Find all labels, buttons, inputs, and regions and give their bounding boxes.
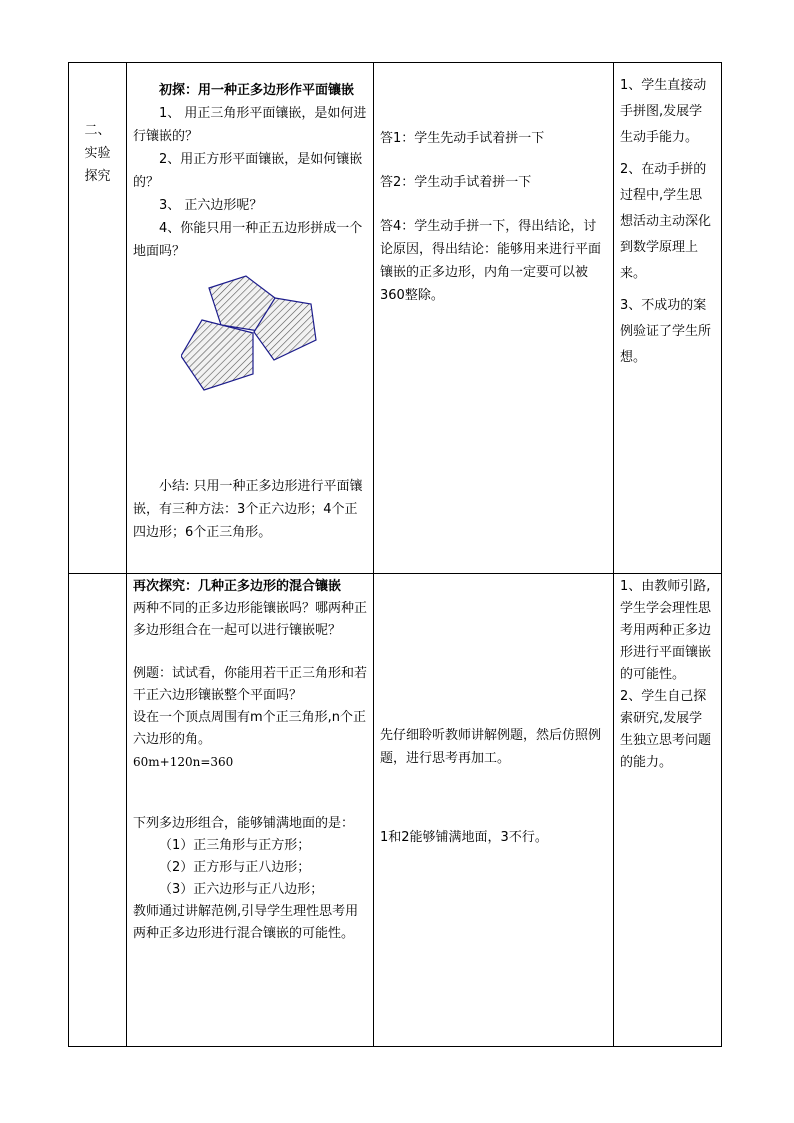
option-item: （1）正三角形与正方形；	[159, 838, 311, 853]
pentagon-tiling-figure	[181, 269, 331, 399]
option-item: （2）正方形与正八边形；	[159, 860, 311, 875]
pentagon-shape	[181, 320, 253, 390]
equation-text: 60m+120n=360	[133, 755, 234, 769]
summary-text: 小结: 只用一种正多边形进行平面镶嵌，有三种方法：3个正六边形；4个正四边形；6个正三角形。	[133, 479, 363, 540]
example-text: 例题：试试看，你能用若干正三角形和若干正六边形镶嵌整个平面吗？	[133, 666, 368, 703]
answer-text: 答1：学生先动手试着拼一下	[380, 131, 545, 146]
teaching-content-cell	[127, 63, 374, 574]
intro-text: 两种不同的正多边形能镶嵌吗？哪两种正多边形组合在一起可以进行镶嵌呢？	[133, 601, 368, 638]
teaching-content-cell	[127, 574, 374, 1047]
stage-label-line: 实验	[84, 146, 111, 161]
question-item: 1、 用正三角形平面镶嵌，是如何进行镶嵌的？	[133, 106, 367, 144]
question-text: 下列多边形组合，能够铺满地面的是：	[133, 816, 355, 831]
stage-label-cell	[69, 574, 127, 1047]
question-item: 2、用正方形平面镶嵌，是如何镶嵌的？	[133, 152, 363, 190]
student-activity-cell	[374, 574, 614, 1047]
answer-text: 答2：学生动手试着拼一下	[380, 175, 532, 190]
intent-text: 2、学生自己探索研究,发展学生独立思考问题的能力。	[620, 689, 712, 770]
stage-label-cell	[69, 63, 127, 574]
lesson-plan-table	[68, 62, 722, 1047]
intent-text: 1、学生直接动手拼图,发展学生动手能力。	[620, 78, 707, 145]
teacher-note-text: 教师通过讲解范例,引导学生理性思考用两种正多边形进行混合镶嵌的可能性。	[133, 904, 359, 941]
design-intent-cell	[614, 63, 722, 574]
setup-text: 设在一个顶点周围有m个正三角形,n个正六边形的角。	[133, 710, 367, 747]
section-heading: 初探：用一种正多边形作平面镶嵌	[159, 83, 355, 98]
intent-text: 1、由教师引路,学生学会理性思考用两种正多边形进行平面镶嵌的可能性。	[620, 579, 712, 682]
intent-text: 2、在动手拼的过程中,学生思想活动主动深化到数学原理上来。	[620, 162, 712, 281]
question-item: 3、 正六边形呢？	[159, 198, 263, 213]
table-row	[69, 63, 722, 574]
section-heading: 再次探究：几种正多边形的混合镶嵌	[133, 579, 342, 594]
option-item: （3）正六边形与正八边形；	[159, 882, 324, 897]
activity-text: 先仔细聆听教师讲解例题，然后仿照例题，进行思考再加工。	[380, 728, 602, 766]
answer-text: 答4：学生动手拼一下，得出结论，讨论原因，得出结论：能够用来进行平面镶嵌的正多边形，内角一定要可以被360整除。	[380, 219, 602, 303]
design-intent-cell	[614, 574, 722, 1047]
stage-label-line: 探究	[84, 169, 111, 184]
question-item: 4、你能只用一种正五边形拼成一个地面吗？	[133, 221, 363, 259]
student-activity-cell	[374, 63, 614, 574]
intent-text: 3、不成功的案例验证了学生所想。	[620, 298, 712, 365]
table-row	[69, 574, 722, 1047]
answer-text: 1和2能够铺满地面，3不行。	[380, 830, 548, 845]
stage-label-line: 二、	[84, 123, 111, 138]
